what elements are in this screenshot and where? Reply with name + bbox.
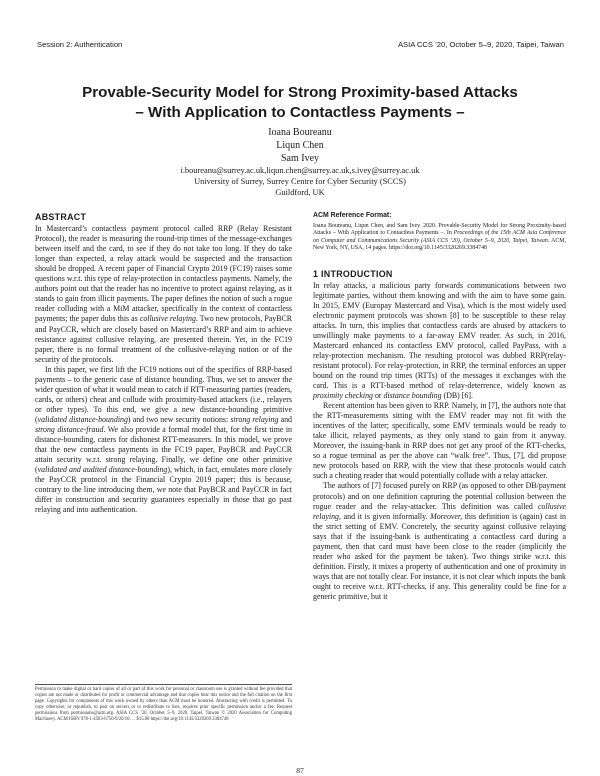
author-affiliation: University of Surrey, Surrey Centre for Cyber Security (SCCS) [194,177,406,186]
intro-paragraph-2: Recent attention has been given to RRP. Namely, in [7], the authors note that the RTT-measurements sitting with the EMV reader may not fit with the incentives of the latter; specifically, some EMV terminals would be ready to take illicit, relayed payments, as they only stand to gain from it anyway. Moreover, the issuing-bank in RRP does not get any proof of the RTT-checks, so a rogue terminal as per the above can “walk free”. Thus, [7], did propose new protocols based on RRP, with the view that these protocols would catch such a cheating reader that would potentially collude with a relay attacker. [313,401,566,481]
title-line-2: – With Application to Contactless Payments – [135,104,465,121]
author-name: Ioana Boureanu [268,127,332,138]
abstract-heading: ABSTRACT [35,212,87,222]
author-block [40,126,560,198]
author-name: Liqun Chen [276,140,324,151]
running-head-left: Session 2: Authentication [37,40,123,49]
abstract-paragraph-1: In Mastercard’s contactless payment protocol called RRP (Relay Resistant Protocol), the reader is measuring the round-trip times of the message-exchanges between itself and the card, to see if they do not take too long. If they do take longer than expected, a relay attack would be suspected and the transaction should be dropped. A recent paper of Financial Crypto 2019 (FC19) raises some questions w.r.t. this type of relay-protection in contactless payments. Namely, the authors point out that the reader has no incentive to protect against relaying, as it stands to gain from illicit payments. The paper defines the notion of such a rogue reader colluding with a MiM attacker, specifically in the context of contactless payments; the paper dubs this as collusive relaying. Two new protocols, PayBCR and PayCCR, which are closely based on Mastercard’s RRP and aim to achieve resistance against collusive relaying, are presented therein. Yet, in the FC19 paper, there is no formal treatment of the collusive-relaying notion or of the security of the protocols. [35,224,292,364]
acm-reference-heading: ACM Reference Format: [313,212,392,219]
intro-paragraph-3: The authors of [7] focused purely on RRP (as opposed to other DB/payment protocols) and on one definition capturing the potential collusion between the rogue reader and the relay-attacker. This definition was called collusive relaying, and it is given informally. Moreover, this definition is (again) cast in the strict setting of EMV. Concretely, the security against collusive relaying says that if the issuing-bank is authenticating a contactless card during a payment, then that card must have been close to the reader (implicitly the reader who asked for the payment be taken). Two things strike w.r.t. this definition. Firstly, it mixes a property of authentication and one of proximity in ways that are not totally clear. For instance, it is not clear which inputs the bank ought to receive w.r.t. RTT-checks, if any. This generality could be fine for a generic primitive, but it [313,481,566,601]
permission-footnote: Permission to make digital or hard copies of all or part of this work for personal or classroom use is granted without fee provided that copies are not made or distributed for profit or commercial advantage and that copies bear this notice and the full citation on the first page. Copyrights for components of this work owned by others than ACM must be honored. Abstracting with credit is permitted. To copy otherwise, or republish, to post on servers or to redistribute to lists, requires prior specific permission and/or a fee. Request permissions from permissions@acm.org. ASIA CCS ’20, October 5–9, 2020, Taipei, Taiwan © 2020 Association for Computing Machinery. ACM ISBN 978-1-4503-6750-9/20/10. . . $15.00 https://doi.org/10.1145/3320269.3384748 [35,684,292,722]
page-number: 87 [296,766,304,775]
abstract-paragraph-2: In this paper, we first lift the FC19 notions out of the specifics of RRP-based payments – to the generic case of distance bounding. Thus, we set to answer the wider question of what it would mean to catch if RTT-measuring parties (readers, cards, or others) cheat and collude with proximity-based attackers (i.e., relayers or other types). To this end, we give a new distance-bounding primitive (validated distance-bounding) and two new security notions: strong relaying and strong distance-fraud. We also provide a formal model that, for the first time in distance-bounding, caters for dishonest RTT-measurers. In this model, we prove that the new contactless payments in the FC19 paper, PayBCR and PayCCR attain security w.r.t. strong relaying. Finally, we define one other primitive (validated and audited distance-bounding), which, in fact, emulates more closely the PayCCR protocol in the Financial Crypto 2019 paper; this is because, contrary to the line introducing them, we note that PayBCR and PayCCR in fact differ in construction and security guarantees especially in those that go past relaying and into authentication. [35,364,292,515]
author-location: Guildford, UK [275,188,325,197]
title-line-1: Provable-Security Model for Strong Proximity-based Attacks [82,84,518,101]
introduction-heading: 1 INTRODUCTION [313,268,393,279]
acm-reference-format: ACM Reference Format: Ioana Boureanu, Liqun Chen, and Sam Ivey. 2020. Provable-Security Model for Strong Proximity-based Attacks – With Application to Contactless Payments –. In Proceedings of the 15th ACM Asia Conference on Computer and Communications Security (ASIA CCS ’20), October 5–9, 2020, Taipei, Taiwan. ACM, New York, NY, USA, 14 pages. https://doi.org/10.1145/3320269.3384748 [313,212,566,251]
right-column [313,212,566,602]
paper-title [40,83,560,123]
running-head-right: ASIA CCS ’20, October 5–9, 2020, Taipei, Taiwan [397,40,564,49]
author-emails: i.boureanu@surrey.ac.uk,liqun.chen@surrey.ac.uk,s.ivey@surrey.ac.uk [180,166,420,175]
author-name: Sam Ivey [280,153,320,164]
left-column [35,212,292,515]
intro-paragraph-1: In relay attacks, a malicious party forwards communications between two legitimate parties, without them knowing and with the aim to have some gain. In 2015, EMV (Europay Mastercard and Visa), which is the most widely used electronic payment protocols was shown [8] to be susceptible to these relay attacks. In turn, this implies that contactless cards are abused by attackers to unwillingly make payments to a far-away EMV reader. As such, in 2016, Mastercard enhanced its contactless EMV protocol, called PayPass, with a relay-protection mechanism. The resulting protocol was dubbed RRP(relay-resistant protocol). For relay-protection, in RRP, the terminal enforces an upper bound on the round trip times (RTTs) of the messages it exchanges with the card. This is a RTT-based method of relay-deterrence, widely known as proximity checking or distance bounding (DB) [6]. [313,280,566,401]
